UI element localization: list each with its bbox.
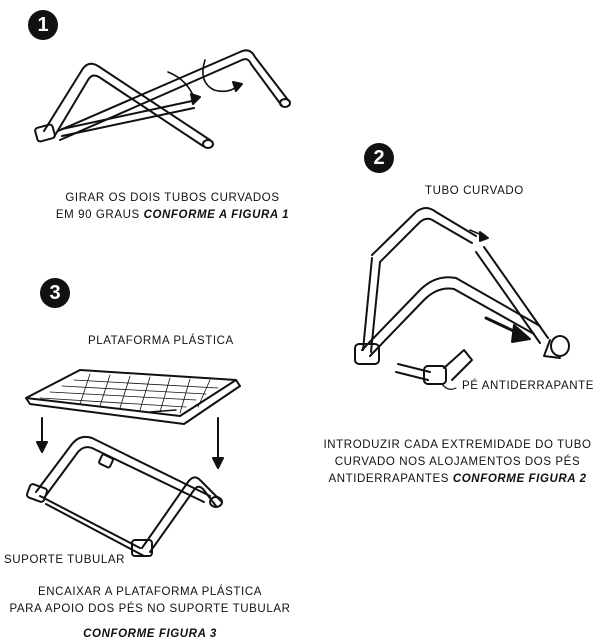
step-2-line-1: INTRODUZIR CADA EXTREMIDADE DO TUBO (323, 439, 592, 451)
step-1-number: 1 (37, 13, 49, 36)
step-1-line-2-prefix: EM 90 GRAUS (55, 209, 144, 221)
step-2-line-3-prefix: ANTIDERRAPANTES (328, 473, 453, 485)
step-2-line-2: CURVADO NOS ALOJAMENTOS DOS PÉS (334, 456, 581, 468)
label-tubo-curvado: TUBO CURVADO (425, 185, 524, 197)
step-3-number: 3 (49, 281, 61, 304)
step-3-instructions (0, 584, 300, 618)
label-suporte-tubular: SUPORTE TUBULAR (4, 554, 126, 566)
step-3-line-2: PARA APOIO DOS PÉS NO SUPORTE TUBULAR (9, 603, 291, 615)
label-plataforma-plastica: PLATAFORMA PLÁSTICA (88, 335, 234, 347)
step-3-figure-reference: CONFORME FIGURA 3 (83, 628, 217, 640)
step-2-number: 2 (373, 146, 385, 169)
step-1-figure-reference: CONFORME A FIGURA 1 (143, 209, 290, 221)
step-3-line-1: ENCAIXAR A PLATAFORMA PLÁSTICA (38, 586, 262, 598)
label-pe-antiderrapante: PÉ ANTIDERRAPANTE (462, 380, 595, 392)
step-1-line-1: GIRAR OS DOIS TUBOS CURVADOS (65, 192, 280, 204)
step-2-figure-reference: CONFORME FIGURA 2 (452, 473, 587, 485)
